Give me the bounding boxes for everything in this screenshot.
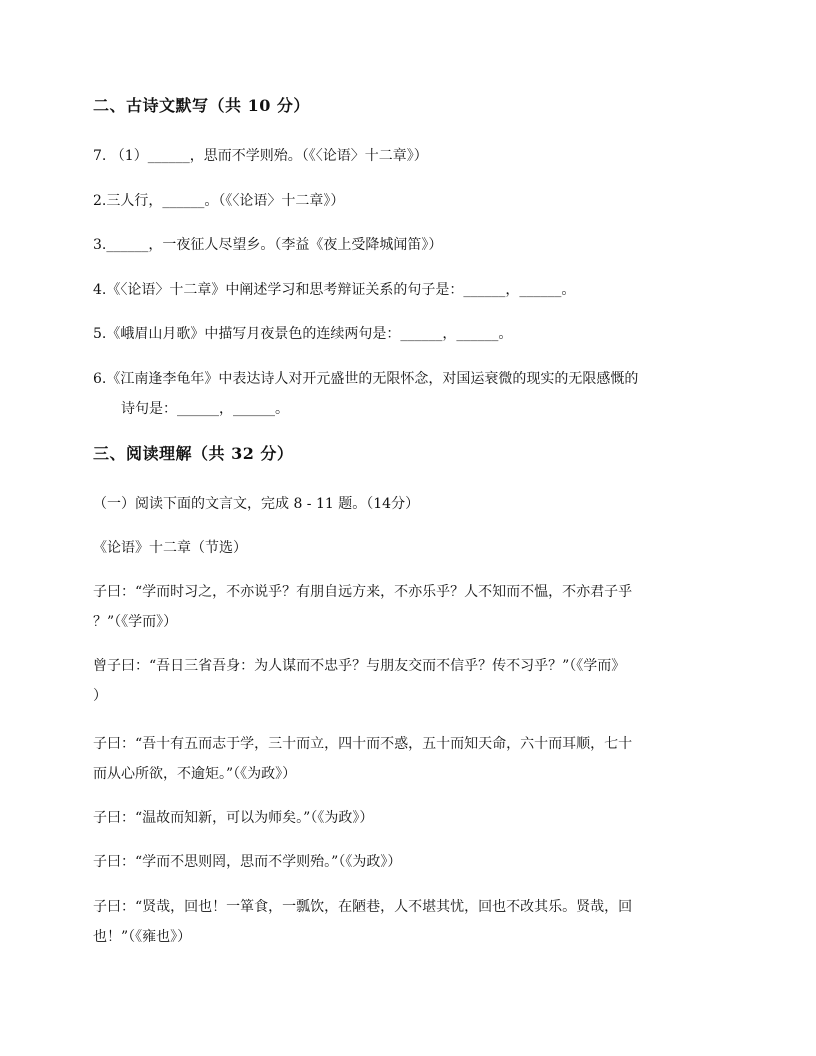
passage-line: ）	[93, 688, 107, 704]
passage-line: 子曰：“学而不思则罔，思而不学则殆。”（《为政》）	[93, 854, 402, 870]
question-2: 2.三人行，______。（《〈论语〉十二章》）	[93, 193, 345, 209]
passage-line: 曾子曰：“吾日三省吾身：为人谋而不忠乎？与朋友交而不信乎？传不习乎？”（《学而》	[93, 658, 626, 674]
passage-line: 而从心所欲，不逾矩。”（《为政》）	[93, 766, 297, 782]
question-6-continued: 诗句是：______，______。	[121, 401, 289, 417]
passage-line: 子曰：“贤哉，回也！一箪食，一瓢饮，在陋巷，人不堪其忧，回也不改其乐。贤哉，回	[93, 899, 633, 915]
section-3-heading: 三、阅读理解（共 32 分）	[93, 444, 294, 463]
passage-line: 子曰：“学而时习之，不亦说乎？有朋自远方来，不亦乐乎？人不知而不愠，不亦君子乎	[93, 584, 633, 600]
passage-title: 《论语》十二章（节选）	[93, 540, 247, 556]
reading-intro: （一）阅读下面的文言文，完成 8 - 11 题。（14分）	[93, 496, 420, 512]
section-2-heading: 二、古诗文默写（共 10 分）	[93, 96, 310, 115]
question-6: 6.《江南逢李龟年》中表达诗人对开元盛世的无限怀念，对国运衰微的现实的无限感慨的	[93, 371, 639, 387]
passage-line: 也！”（《雍也》）	[93, 929, 192, 945]
question-5: 5.《峨眉山月歌》中描写月夜景色的连续两句是：______，______。	[93, 326, 513, 342]
passage-line: 子曰：“温故而知新，可以为师矣。”（《为政》）	[93, 810, 374, 826]
question-7: 7. （1）______，思而不学则殆。（《〈论语〉十二章》）	[93, 148, 428, 164]
passage-line: 子曰：“吾十有五而志于学，三十而立，四十而不惑，五十而知天命，六十而耳顺，七十	[93, 736, 633, 752]
passage-line: ？”（《学而》）	[93, 614, 178, 630]
question-4: 4.《〈论语〉十二章》中阐述学习和思考辩证关系的句子是：______，______。	[93, 282, 576, 298]
question-3: 3.______，一夜征人尽望乡。（李益《夜上受降城闻笛》）	[93, 237, 443, 253]
